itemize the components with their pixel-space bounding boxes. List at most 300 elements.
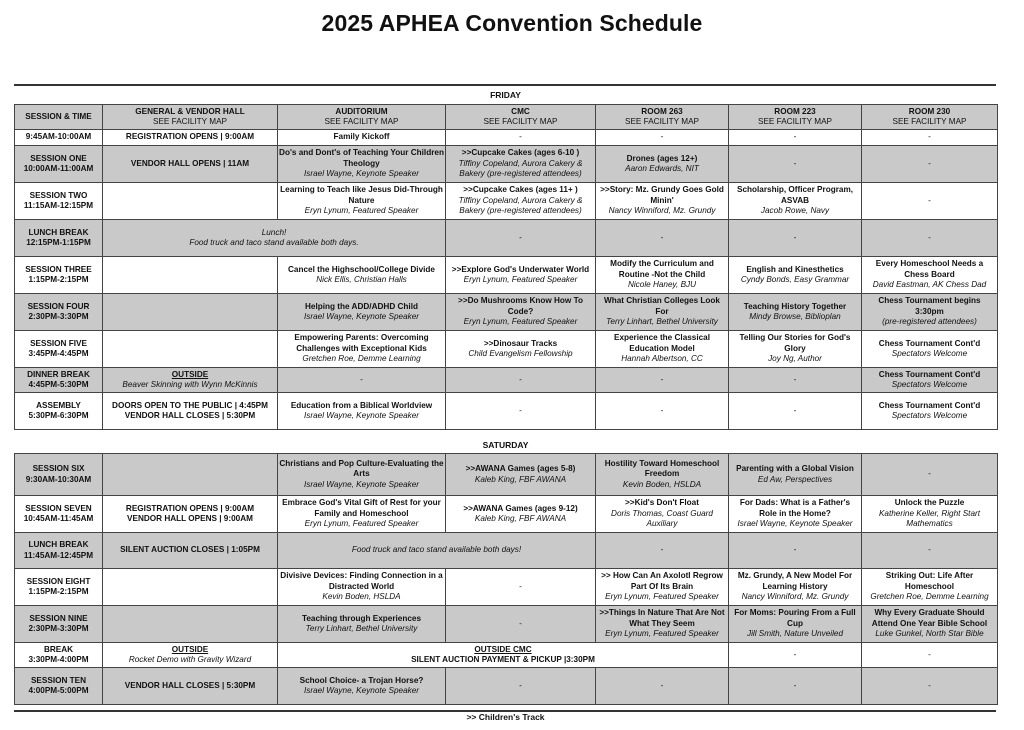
event-title: Teaching through Experiences	[301, 613, 422, 623]
schedule-cell	[862, 533, 998, 569]
speaker-name: Israel Wayne, Keynote Speaker	[304, 479, 419, 489]
speaker-name: Terry Linhart, Bethel University	[305, 624, 418, 633]
speaker-name: Jacob Rowe, Navy	[760, 206, 830, 216]
event-title: Scholarship, Officer Program, ASVAB	[736, 185, 854, 205]
event-title: >> How Can An Axolotl Regrow Part Of Its Brain	[601, 571, 723, 591]
event-title: >>Do Mushrooms Know How To Code?	[458, 296, 583, 316]
schedule-row	[15, 257, 998, 294]
schedule-cell	[729, 643, 862, 668]
schedule-cell	[103, 183, 278, 220]
event-title: Parenting with a Global Vision	[736, 464, 854, 473]
session-time: 2:30PM-3:30PM	[28, 312, 89, 321]
schedule-cell	[862, 294, 998, 331]
session-time: 11:15AM-12:15PM	[23, 201, 94, 210]
schedule-cell	[103, 533, 278, 569]
speaker-name: Israel Wayne, Keynote Speaker	[737, 519, 853, 529]
empty-placeholder: -	[660, 680, 664, 690]
session-time-cell	[15, 146, 103, 183]
schedule-cell	[446, 393, 596, 430]
empty-placeholder: -	[928, 649, 931, 659]
schedule-row	[15, 294, 998, 331]
schedule-cell	[862, 331, 998, 368]
event-title: DOORS OPEN TO THE PUBLIC | 4:45PM	[112, 400, 268, 410]
session-time-cell	[15, 368, 103, 393]
schedule-cell	[278, 606, 446, 643]
session-time: 10:00AM-11:00AM	[23, 164, 94, 173]
schedule-cell	[103, 496, 278, 533]
speaker-name: Kaleb King, FBF AWANA	[474, 474, 567, 484]
event-title: Mz. Grundy, A New Model For Learning History	[737, 571, 853, 591]
schedule-cell	[862, 668, 998, 705]
session-time: 5:30PM-6:30PM	[28, 411, 89, 420]
event-title: >>Story: Mz. Grundy Goes Gold Minin'	[600, 185, 724, 205]
event-title: English and Kinesthetics	[746, 264, 844, 274]
empty-placeholder: -	[928, 469, 931, 479]
session-time-cell	[15, 454, 103, 496]
schedule-cell	[596, 393, 729, 430]
speaker-name: Kevin Boden, HSLDA	[322, 592, 401, 602]
schedule-cell	[596, 454, 729, 496]
schedule-cell	[596, 606, 729, 643]
session-time-cell	[15, 257, 103, 294]
schedule-cell	[729, 668, 862, 705]
event-title-line: VENDOR HALL CLOSES | 5:30PM	[124, 411, 256, 420]
event-title: What Christian Colleges Look For	[603, 296, 720, 316]
schedule-cell	[446, 454, 596, 496]
session-name: ASSEMBLY	[36, 400, 81, 410]
session-name: SESSION FOUR	[27, 301, 90, 311]
event-title: >>Cupcake Cakes (ages 11+ )	[463, 185, 578, 195]
schedule-cell	[729, 533, 862, 569]
session-time: 3:30PM-4:00PM	[28, 655, 89, 664]
speaker-name: Eryn Lynum, Featured Speaker	[605, 592, 719, 602]
schedule-cell	[596, 533, 729, 569]
speaker-name: Hannah Albertson, CC	[621, 354, 703, 364]
schedule-row	[15, 668, 998, 705]
session-time-cell	[15, 130, 103, 146]
event-title: >>AWANA Games (ages 5-8)	[465, 464, 576, 473]
schedule-row	[15, 454, 998, 496]
empty-placeholder: -	[793, 232, 797, 242]
schedule-cell	[862, 496, 998, 533]
empty-placeholder: -	[660, 405, 664, 415]
schedule-cell	[278, 183, 446, 220]
speaker-name: Eryn Lynum, Featured Speaker	[304, 519, 419, 529]
day-label-saturday: SATURDAY	[482, 440, 529, 450]
speaker-name: Mindy Browse, Biblioplan	[749, 312, 841, 321]
schedule-cell	[446, 294, 596, 331]
session-time: 4:45PM-5:30PM	[28, 380, 89, 389]
session-time-cell	[15, 643, 103, 668]
speaker-name: Eryn Lynum, Featured Speaker	[605, 629, 719, 639]
session-name: LUNCH BREAK	[28, 227, 89, 237]
speaker-name: Joy Ng, Author	[768, 354, 822, 364]
event-title: >>Explore God's Underwater World	[451, 264, 590, 274]
schedule-cell	[729, 454, 862, 496]
event-title: Modify the Curriculum and Routine -Not the Child	[610, 259, 714, 279]
event-title: Striking Out: Life After Homeschool	[885, 571, 974, 591]
speaker-name: Luke Gunkel, North Star Bible	[875, 629, 984, 639]
friday-rows	[15, 130, 998, 430]
schedule-cell	[729, 331, 862, 368]
event-title: School Choice- a Trojan Horse?	[299, 675, 424, 685]
event-title: >>Kid's Don't Float	[625, 498, 699, 508]
session-time: 4:00PM-5:00PM	[28, 686, 89, 695]
schedule-cell	[596, 146, 729, 183]
schedule-cell	[103, 643, 278, 668]
schedule-cell	[446, 496, 596, 533]
empty-placeholder: -	[928, 195, 931, 205]
schedule-cell	[103, 368, 278, 393]
speaker-name: Kevin Boden, HSLDA	[622, 479, 702, 489]
session-time: 2:30PM-3:30PM	[28, 624, 89, 633]
schedule-cell	[278, 146, 446, 183]
event-title: Chess Tournament Cont'd	[878, 369, 981, 379]
event-title: Family Kickoff	[333, 132, 390, 142]
location-note: OUTSIDE CMC	[474, 644, 532, 654]
schedule-row	[15, 533, 998, 569]
event-title: Do's and Dont's of Teaching Your Children Theology	[279, 148, 444, 168]
session-time-cell	[15, 496, 103, 533]
event-title: Every Homeschool Needs a Chess Board	[875, 259, 984, 279]
session-time: 1:15PM-2:15PM	[28, 587, 89, 596]
session-name: SESSION SIX	[32, 464, 85, 473]
schedule-cell	[446, 606, 596, 643]
speaker-name: Terry Linhart, Bethel University	[606, 317, 718, 327]
event-title: Chess Tournament Cont'd	[878, 338, 981, 348]
speaker-name: Child Evangelism Fellowship	[468, 349, 573, 358]
schedule-row	[15, 393, 998, 430]
speaker-name: Tiffiny Copeland, Aurora Cakery & Bakery (pre-registered attendees)	[458, 195, 583, 216]
schedule-row	[15, 496, 998, 533]
schedule-cell	[103, 294, 278, 331]
schedule-cell	[278, 533, 596, 569]
schedule-cell	[103, 331, 278, 368]
schedule-cell	[103, 454, 278, 496]
table-header-row	[15, 105, 998, 130]
session-time-cell	[15, 393, 103, 430]
empty-placeholder: -	[793, 680, 797, 690]
schedule-cell	[862, 569, 998, 606]
schedule-cell	[729, 294, 862, 331]
empty-placeholder: -	[519, 374, 522, 384]
speaker-name: Nancy Winniford, Mz. Grundy	[741, 592, 849, 602]
schedule-cell	[596, 496, 729, 533]
schedule-cell	[278, 454, 446, 496]
header-room-223: ROOM 223 SEE FACILITY MAP	[729, 105, 862, 130]
speaker-name: Beaver Skinning with Wynn McKinnis	[122, 380, 258, 389]
event-title: Unlock the Puzzle	[894, 498, 965, 508]
speaker-name: Gretchen Roe, Demme Learning	[870, 592, 989, 602]
event-title: Education from a Biblical Worldview	[290, 400, 433, 410]
session-time: 1:15PM-2:15PM	[28, 275, 89, 284]
header-room-230: ROOM 230 SEE FACILITY MAP	[862, 105, 998, 130]
schedule-cell	[729, 496, 862, 533]
session-name: SESSION NINE	[29, 613, 88, 623]
empty-placeholder: -	[793, 132, 797, 142]
schedule-row	[15, 569, 998, 606]
empty-placeholder: -	[928, 545, 931, 555]
session-time-cell	[15, 331, 103, 368]
speaker-name: David Eastman, AK Chess Dad	[872, 280, 987, 290]
schedule-cell	[446, 257, 596, 294]
event-title: Cancel the Highschool/College Divide	[288, 264, 435, 274]
session-time: 3:45PM-4:45PM	[28, 349, 89, 358]
empty-placeholder: -	[928, 158, 931, 168]
speaker-name: Eryn Lynum, Featured Speaker	[304, 206, 419, 216]
session-time-cell	[15, 220, 103, 257]
saturday-schedule-table	[14, 453, 998, 705]
event-title: Divisive Devices: Finding Connection in a Distracted World	[280, 571, 443, 591]
speaker-name: Rocket Demo with Gravity Wizard	[128, 655, 252, 664]
event-title: Embrace God's Vital Gift of Rest for your Family and Homeschool	[282, 498, 441, 518]
event-title: Chess Tournament Cont'd	[878, 400, 981, 410]
empty-placeholder: -	[519, 581, 522, 591]
empty-placeholder: -	[928, 232, 931, 242]
session-time-cell	[15, 533, 103, 569]
speaker-name: Israel Wayne, Keynote Speaker	[304, 312, 419, 321]
session-name: LUNCH BREAK	[28, 540, 89, 549]
schedule-cell	[446, 220, 596, 257]
event-title: For Dads: What is a Father's Role in the Home?	[739, 498, 851, 518]
schedule-cell	[729, 130, 862, 146]
event-title: For Moms: Pouring From a Full Cup	[734, 608, 856, 628]
event-title: >>AWANA Games (ages 9-12)	[463, 503, 578, 513]
empty-placeholder: -	[660, 374, 664, 384]
schedule-cell	[862, 257, 998, 294]
empty-placeholder: -	[793, 374, 797, 384]
event-title: REGISTRATION OPENS | 9:00AM	[125, 132, 255, 142]
schedule-cell	[278, 643, 729, 668]
schedule-cell	[862, 183, 998, 220]
speaker-name: Doris Thomas, Coast Guard Auxiliary	[611, 508, 713, 529]
empty-placeholder: -	[793, 545, 797, 555]
schedule-row	[15, 146, 998, 183]
schedule-cell	[446, 183, 596, 220]
schedule-row	[15, 183, 998, 220]
schedule-cell	[729, 606, 862, 643]
schedule-cell	[103, 606, 278, 643]
header-cmc: CMC SEE FACILITY MAP	[446, 105, 596, 130]
schedule-cell	[446, 130, 596, 146]
event-title: Christians and Pop Culture-Evaluating the Arts	[279, 458, 444, 479]
session-name: SESSION TWO	[29, 190, 88, 200]
event-title: VENDOR HALL OPENS | 11AM	[130, 158, 250, 168]
schedule-cell	[103, 393, 278, 430]
schedule-cell	[103, 146, 278, 183]
speaker-name: Spectators Welcome	[891, 380, 968, 389]
speaker-name: Aaron Edwards, NIT	[625, 164, 699, 173]
schedule-cell	[596, 569, 729, 606]
page-title: 2025 APHEA Convention Schedule	[321, 10, 703, 36]
empty-placeholder: -	[793, 649, 797, 659]
empty-placeholder: -	[660, 545, 664, 555]
schedule-cell	[278, 257, 446, 294]
session-name: 9:45AM-10:00AM	[25, 132, 92, 142]
schedule-cell	[103, 130, 278, 146]
schedule-cell	[278, 569, 446, 606]
schedule-cell	[596, 331, 729, 368]
schedule-cell	[103, 569, 278, 606]
empty-placeholder: -	[660, 232, 664, 242]
event-title: VENDOR HALL CLOSES | 5:30PM	[124, 680, 256, 690]
speaker-name: Jill Smith, Nature Unveiled	[746, 629, 843, 639]
speaker-name: Nicole Haney, BJU	[627, 280, 697, 290]
header-room-263: ROOM 263 SEE FACILITY MAP	[596, 105, 729, 130]
schedule-cell	[596, 668, 729, 705]
schedule-cell	[446, 668, 596, 705]
location-note: OUTSIDE	[171, 369, 209, 379]
schedule-cell	[446, 569, 596, 606]
event-title: Experience the Classical Education Model	[613, 333, 711, 353]
session-name: SESSION EIGHT	[26, 576, 91, 586]
schedule-cell	[446, 331, 596, 368]
speaker-name: Cyndy Bonds, Easy Grammar	[740, 275, 850, 284]
header-session-time: SESSION & TIME	[15, 105, 103, 130]
schedule-cell	[729, 569, 862, 606]
schedule-cell	[862, 220, 998, 257]
session-name: SESSION THREE	[25, 264, 92, 274]
empty-placeholder: -	[360, 374, 363, 384]
schedule-cell	[278, 668, 446, 705]
event-title: REGISTRATION OPENS | 9:00AM	[125, 503, 255, 513]
event-title: Chess Tournament begins 3:30pm	[878, 296, 981, 316]
speaker-name: Israel Wayne, Keynote Speaker	[304, 686, 419, 695]
header-general-vendor-hall: GENERAL & VENDOR HALL SEE FACILITY MAP	[103, 105, 278, 130]
break-note: Food truck and taco stand available both days.	[189, 238, 359, 247]
event-title: Drones (ages 12+)	[626, 153, 698, 163]
event-title: Empowering Parents: Overcoming Challenges with Exceptional Kids	[294, 333, 429, 353]
speaker-name: Ed Aw, Perspectives	[757, 474, 833, 484]
schedule-cell	[278, 130, 446, 146]
empty-placeholder: -	[793, 405, 797, 415]
schedule-cell	[596, 257, 729, 294]
schedule-cell	[862, 368, 998, 393]
event-title: Hostility Toward Homeschool Freedom	[604, 458, 720, 479]
schedule-cell	[862, 130, 998, 146]
event-title: SILENT AUCTION CLOSES | 1:05PM	[120, 545, 260, 555]
session-name: BREAK	[43, 644, 74, 654]
session-time-cell	[15, 606, 103, 643]
schedule-cell	[862, 146, 998, 183]
schedule-cell	[103, 257, 278, 294]
empty-placeholder: -	[519, 132, 522, 142]
session-name: SESSION FIVE	[30, 338, 87, 348]
session-name: SESSION ONE	[30, 153, 87, 163]
schedule-cell	[862, 643, 998, 668]
speaker-name: Kaleb King, FBF AWANA	[474, 514, 567, 523]
friday-schedule-table	[14, 104, 998, 430]
schedule-cell	[729, 368, 862, 393]
schedule-cell	[729, 393, 862, 430]
schedule-cell	[729, 220, 862, 257]
event-title: >>Things In Nature That Are Not What They Seem	[599, 608, 725, 628]
break-note: Food truck and taco stand available both days!	[351, 545, 522, 555]
speaker-name: Nick Ellis, Christian Halls	[316, 275, 407, 284]
event-title: Learning to Teach like Jesus Did-Through Nature	[280, 185, 443, 205]
session-time: 12:15PM-1:15PM	[26, 238, 91, 247]
schedule-cell	[862, 393, 998, 430]
schedule-row	[15, 368, 998, 393]
session-time: 9:30AM-10:30AM	[25, 474, 92, 484]
schedule-cell	[446, 368, 596, 393]
speaker-name: Spectators Welcome	[891, 411, 968, 420]
speaker-name: Israel Wayne, Keynote Speaker	[304, 169, 419, 179]
schedule-row	[15, 606, 998, 643]
schedule-cell	[278, 496, 446, 533]
event-title: >>Dinosaur Tracks	[483, 338, 558, 348]
empty-placeholder: -	[519, 618, 522, 628]
break-note: Lunch!	[261, 227, 287, 237]
schedule-cell	[278, 393, 446, 430]
session-time-cell	[15, 668, 103, 705]
schedule-row	[15, 130, 998, 146]
schedule-cell	[596, 220, 729, 257]
empty-placeholder: -	[519, 232, 522, 242]
event-title: >>Cupcake Cakes (ages 6-10 )	[461, 148, 580, 158]
empty-placeholder: -	[519, 680, 522, 690]
header-auditorium: AUDITORIUM SEE FACILITY MAP	[278, 105, 446, 130]
schedule-row	[15, 643, 998, 668]
divider-top	[14, 84, 996, 86]
session-time-cell	[15, 183, 103, 220]
event-title: Helping the ADD/ADHD Child	[305, 301, 418, 311]
session-name: SESSION TEN	[30, 675, 87, 685]
empty-placeholder: -	[793, 158, 797, 168]
day-label-friday: FRIDAY	[490, 90, 521, 100]
event-title: Telling Our Stories for God's Glory	[739, 333, 851, 353]
event-title-line: VENDOR HALL OPENS | 9:00AM	[127, 514, 253, 523]
speaker-name: Israel Wayne, Keynote Speaker	[304, 411, 419, 420]
schedule-cell	[596, 130, 729, 146]
event-title: SILENT AUCTION PAYMENT & PICKUP |3:30PM	[411, 655, 595, 664]
schedule-cell	[596, 368, 729, 393]
schedule-cell	[862, 606, 998, 643]
schedule-cell	[278, 368, 446, 393]
empty-placeholder: -	[519, 405, 522, 415]
schedule-cell	[103, 220, 446, 257]
empty-placeholder: -	[928, 132, 931, 142]
schedule-cell	[729, 257, 862, 294]
schedule-cell	[446, 146, 596, 183]
children-track-legend: >> Children's Track	[466, 712, 545, 722]
schedule-cell	[103, 668, 278, 705]
event-title: Why Every Graduate Should Attend One Year Bible School	[871, 608, 988, 628]
session-time-cell	[15, 569, 103, 606]
session-name: SESSION SEVEN	[25, 503, 92, 513]
schedule-cell	[596, 294, 729, 331]
session-name: DINNER BREAK	[27, 369, 90, 379]
speaker-name: Eryn Lynum, Featured Speaker	[463, 275, 578, 284]
schedule-row	[15, 220, 998, 257]
schedule-cell	[862, 454, 998, 496]
event-title: Teaching History Together	[743, 301, 847, 311]
saturday-rows	[15, 454, 998, 705]
schedule-cell	[278, 331, 446, 368]
session-time: 11:45AM-12:45PM	[23, 550, 94, 560]
empty-placeholder: -	[928, 680, 931, 690]
schedule-row	[15, 331, 998, 368]
speaker-name: Eryn Lynum, Featured Speaker	[463, 317, 578, 327]
speaker-name: Spectators Welcome	[891, 349, 968, 358]
schedule-cell	[596, 183, 729, 220]
schedule-cell	[729, 146, 862, 183]
session-time-cell	[15, 294, 103, 331]
speaker-name: (pre-registered attendees)	[882, 317, 977, 327]
schedule-cell	[729, 183, 862, 220]
speaker-name: Katherine Keller, Right Start Mathematics	[878, 508, 981, 529]
speaker-name: Tiffiny Copeland, Aurora Cakery & Bakery (pre-registered attendees)	[458, 158, 583, 179]
